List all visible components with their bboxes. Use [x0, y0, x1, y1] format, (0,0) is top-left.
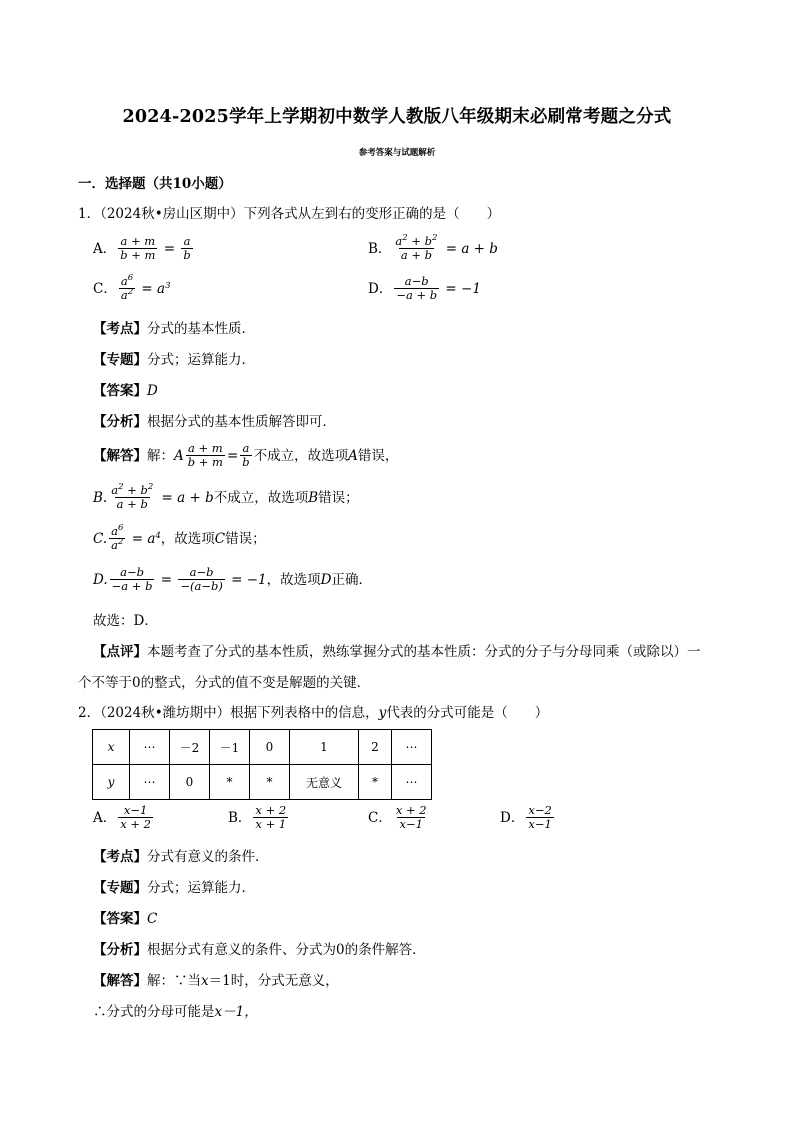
q2-kaodian: [93, 848, 269, 866]
text: C: [214, 530, 226, 547]
table-cell: x: [93, 730, 130, 765]
q2-last-line: [93, 1003, 258, 1021]
q1-option-d: D． $\frac{a-b}{-a + b}$ = −1: [368, 274, 481, 302]
label: 【考点】: [93, 321, 147, 337]
q2-answer: [93, 910, 157, 928]
fraction: $\frac{a}{b}$: [183, 234, 191, 262]
fraction: $\frac{a^6}{a^2}$: [111, 523, 124, 552]
text: ＝1时，分式无意义，: [208, 973, 339, 989]
text: 不成立，故选项: [213, 489, 309, 506]
label: 【专题】: [93, 352, 147, 368]
text: x－1，: [214, 1004, 258, 1020]
fraction: $\frac{a^2 + b^2}{a + b}$: [395, 233, 438, 262]
page-title: 2024-2025学年上学期初中数学人教版八年级期末必刷常考题之分式: [122, 107, 672, 127]
text: 根据分式的基本性质解答即可．: [147, 414, 336, 430]
text: 分式的基本性质．: [147, 321, 255, 337]
text: 解：: [147, 447, 174, 464]
table-row: [93, 730, 432, 765]
text: D: [147, 383, 158, 399]
label: 【解答】: [93, 447, 147, 464]
text: 不成立，故选项: [253, 447, 349, 464]
q2-zhuanti: [93, 879, 255, 897]
q1-jieda-c: C. $\frac{a^6}{a^2}$ = $a^4$ ，故选项 C 错误；: [93, 523, 266, 552]
label: 【解答】: [93, 973, 147, 989]
label: 【分析】: [93, 414, 147, 430]
q2-jieda: [93, 972, 339, 990]
text: 错误，: [357, 447, 399, 464]
q2-option-a-label: A．: [93, 809, 117, 826]
text: 正确．: [331, 571, 372, 588]
q1-option-a-label: A．: [93, 240, 117, 257]
table-cell: ⋯: [392, 730, 432, 765]
q2-option-b-label: B．: [228, 809, 252, 826]
q2-option-c: [368, 804, 431, 831]
q1-kaodian: [93, 320, 255, 338]
q2-option-d-label: D．: [500, 809, 525, 826]
q2-option-b: [228, 804, 290, 831]
q1-choose: 故选：D．: [93, 613, 158, 629]
q2-option-d: [500, 804, 556, 831]
table-cell: ⋯: [130, 730, 170, 765]
fraction: $\frac{a + m}{b + m}$: [187, 441, 223, 469]
q1-stem: 1．（2024秋•房山区期中）下列各式从左到右的变形正确的是（ ）: [78, 206, 501, 222]
q2-fenxi: [93, 941, 426, 959]
label: 【分析】: [93, 942, 147, 958]
fraction: $\frac{a^2 + b^2}{a + b}$: [111, 482, 154, 511]
fraction: $\frac{a + m}{b + m}$: [120, 234, 156, 262]
text: 2．（2024秋•潍坊期中）根据下列表格中的信息，: [78, 705, 379, 721]
text: 分式；运算能力．: [147, 880, 255, 896]
table-cell: ⋯: [392, 765, 432, 800]
text: 代表的分式可能是（ ）: [386, 705, 549, 721]
q1-option-b: B． $\frac{a^2 + b^2}{a + b}$ = a + b: [368, 233, 498, 262]
text: ，故选项: [266, 571, 321, 588]
text: 错误；: [225, 530, 266, 547]
table-cell: －1: [210, 730, 250, 765]
table-row: [93, 765, 432, 800]
fraction: $\frac{x + 2}{x-1}$: [395, 803, 427, 831]
table-cell: 0: [250, 730, 290, 765]
q1-jieda-d: D. $\frac{a-b}{-a + b}$ = $\frac{a-b}{-(a-b)}$ = −1 ，故选项 D 正确．: [93, 565, 372, 593]
text: 分式有意义的条件．: [147, 849, 269, 865]
section-heading: 一．选择题（共10小题）: [78, 176, 232, 192]
text: 根据分式有意义的条件、分式为0的条件解答．: [147, 942, 426, 958]
q2-stem: [78, 704, 548, 722]
table-cell: 无意义: [290, 765, 359, 800]
text: 解：∵当: [147, 973, 201, 989]
text: 分式；运算能力．: [147, 352, 255, 368]
label: 【答案】: [93, 911, 147, 927]
table-cell: y: [93, 765, 130, 800]
table-cell: *: [250, 765, 290, 800]
q1-option-d-label: D．: [368, 280, 393, 297]
text: A: [348, 447, 358, 464]
q2-option-a: [93, 804, 155, 831]
q1-dianping-cont: 个不等于0的整式，分式的值不变是解题的关键．: [78, 675, 371, 691]
fraction: $\frac{x + 2}{x + 1}$: [255, 803, 287, 831]
q2-option-c-label: C．: [368, 809, 392, 826]
q1-fenxi: [93, 413, 336, 431]
table-cell: －2: [170, 730, 210, 765]
q1-option-a: A． $\frac{a + m}{b + m}$ = $\frac{a}{b}$: [93, 234, 191, 262]
text: B: [308, 489, 319, 506]
table-cell: 2: [359, 730, 392, 765]
text: 错误；: [318, 489, 359, 506]
fraction: $\frac{x-2}{x-1}$: [528, 803, 552, 831]
fraction: $\frac{x-1}{x + 2}$: [120, 803, 151, 831]
fraction: $\frac{a-b}{-a + b}$: [111, 565, 153, 593]
table-cell: *: [359, 765, 392, 800]
label: 【答案】: [93, 383, 147, 399]
table-cell: 0: [170, 765, 210, 800]
q1-dianping: [93, 643, 701, 661]
table-cell: *: [210, 765, 250, 800]
table-cell: 1: [290, 730, 359, 765]
text: 本题考查了分式的基本性质，熟练掌握分式的基本性质：分式的分子与分母同乘（或除以）一: [147, 644, 701, 660]
fraction: $\frac{a}{b}$: [242, 441, 250, 469]
fraction: $\frac{a^6}{a^2}$: [120, 273, 134, 302]
q1-jieda-a: 【解答】 解： A $\frac{a + m}{b + m}$ = $\frac{a}{b}$ 不成立，故选项 A 错误，: [93, 441, 399, 469]
text: C: [147, 911, 158, 927]
text: D: [320, 571, 332, 588]
label: 【专题】: [93, 880, 147, 896]
q1-option-b-label: B．: [368, 240, 392, 257]
table-cell: ⋯: [130, 765, 170, 800]
text: ，故选项: [160, 530, 215, 547]
values-table: [92, 729, 432, 800]
q1-answer: [93, 382, 158, 400]
text: y: [378, 705, 387, 721]
label: 【点评】: [93, 644, 147, 660]
text: ∴分式的分母可能是: [93, 1004, 215, 1020]
label: 【考点】: [93, 849, 147, 865]
q1-jieda-b: B. $\frac{a^2 + b^2}{a + b}$ = a + b 不成立，故选项 B 错误；: [93, 482, 359, 511]
page-subtitle: 参考答案与试题解析: [358, 148, 436, 158]
q1-option-c: C． $\frac{a^6}{a^2}$ = $a^3$: [93, 273, 171, 302]
fraction: $\frac{a-b}{-a + b}$: [396, 274, 438, 302]
fraction: $\frac{a-b}{-(a-b)}$: [180, 565, 223, 593]
q1-zhuanti: [93, 351, 255, 369]
q1-option-c-label: C．: [93, 280, 117, 297]
text: x: [201, 973, 209, 989]
